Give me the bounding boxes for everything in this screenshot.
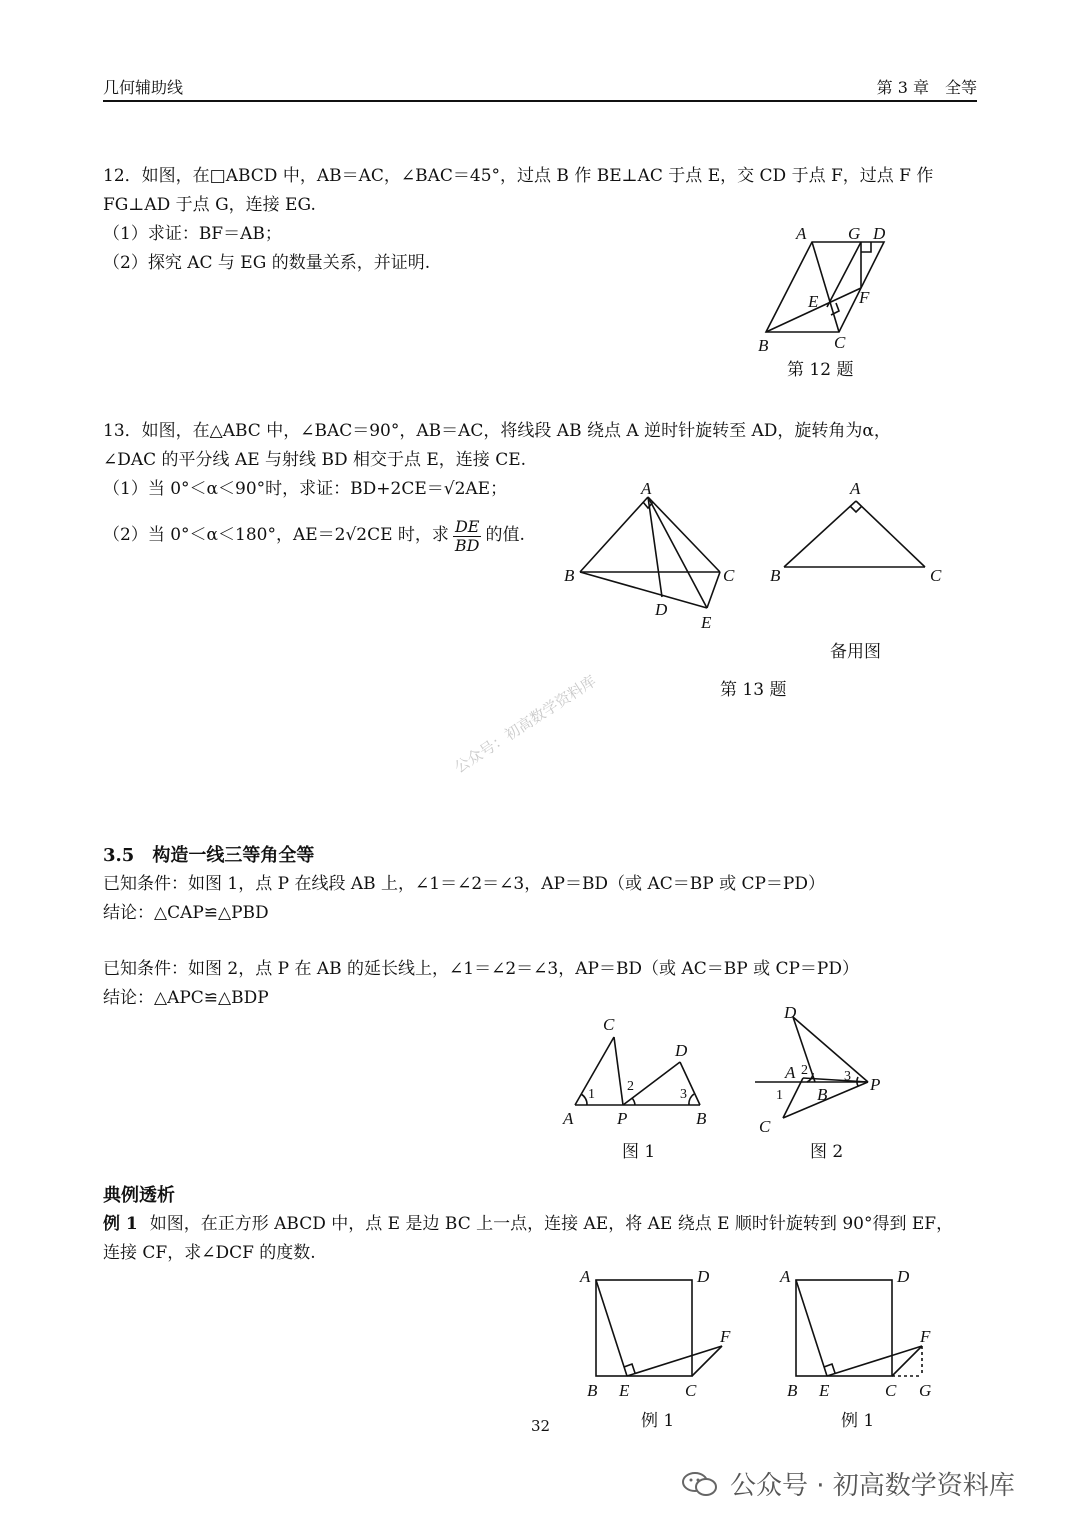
- fig1-label-c: C: [603, 1015, 615, 1034]
- q13-stem-line1: 13．如图，在△ABC 中，∠BAC＝90°，AB＝AC，将线段 AB 绕点 A 逆时针旋转至 AD，旋转角为α，: [103, 421, 891, 441]
- fig1-angle-2: 2: [627, 1079, 634, 1094]
- q13-side-ab: [580, 497, 648, 572]
- q12-stem-line2: FG⊥AD 于点 G，连接 EG.: [103, 195, 316, 215]
- example1-label: 例 1: [103, 1214, 138, 1234]
- q13-side-ac: [648, 497, 720, 572]
- ex1-right-caption: 例 1: [841, 1411, 875, 1431]
- ex1-right-label-e: E: [819, 1381, 830, 1400]
- fig2-label-b: B: [817, 1085, 828, 1104]
- example1-line1: [103, 1214, 953, 1235]
- q13-part2: [103, 518, 525, 554]
- ex1-left-label-c: C: [685, 1381, 697, 1400]
- q13-figure: [555, 475, 955, 635]
- fig1-angle-1-arc: [581, 1094, 587, 1105]
- page-number: 32: [531, 1417, 551, 1435]
- q12-label-c: C: [834, 333, 846, 352]
- q12-figure: [740, 215, 910, 360]
- q13-caption: 第 13 题: [720, 680, 787, 700]
- q13-segment-ce: [707, 572, 720, 608]
- ex1-right-label-a: A: [780, 1267, 791, 1286]
- header-rule: [103, 100, 977, 102]
- fig1-angle-2-arc: [632, 1098, 635, 1105]
- q13-label-d: D: [655, 600, 668, 619]
- ex1-square-right: [796, 1280, 892, 1376]
- q13-spare-right-angle: [850, 506, 862, 512]
- fig1-label-a: A: [563, 1109, 574, 1128]
- fig1-label-d: D: [675, 1041, 688, 1060]
- q13-spare-label-a: A: [850, 479, 861, 498]
- fig2-angle-1: 1: [776, 1088, 783, 1103]
- q13-spare-label-c: C: [930, 566, 942, 585]
- example1-text: 如图，在正方形 ABCD 中，点 E 是边 BC 上一点，连接 AE，将 AE 绕点 E 顺时针旋转到 90°得到 EF，: [149, 1214, 954, 1234]
- q12-right-angle-g: [861, 242, 871, 252]
- ex1-right-label-g: G: [919, 1381, 932, 1400]
- ex1-right-label-c: C: [885, 1381, 897, 1400]
- q12-stem-line1: 12．如图，在□ABCD 中，AB＝AC，∠BAC＝45°，过点 B 作 BE⊥AC 于点 E，交 CD 于点 F，过点 F 作: [103, 166, 934, 186]
- q13-ray-bd: [580, 572, 707, 608]
- fig2-label-a: A: [785, 1063, 796, 1082]
- fig2-angle-3: 3: [844, 1069, 851, 1084]
- q13-fraction: [453, 518, 482, 554]
- sec35-figures: [555, 1000, 895, 1135]
- q12-diagonal-ac: [812, 242, 839, 332]
- q13-label-b: B: [564, 566, 575, 585]
- q13-fraction-numerator: DE: [454, 517, 480, 536]
- sec35-conclusion-2: 结论：△APC≌△BDP: [103, 988, 269, 1008]
- ex1-square-left: [596, 1280, 692, 1376]
- sec35-conclusion-1: 结论：△CAP≌△PBD: [103, 903, 269, 923]
- q12-label-a: A: [796, 224, 807, 243]
- q13-fraction-denominator: BD: [454, 535, 480, 555]
- q12-label-d: D: [873, 224, 886, 243]
- fig2-label-p: P: [870, 1075, 881, 1094]
- q13-right-angle-a: [643, 502, 653, 508]
- q13-spare-label-b: B: [770, 566, 781, 585]
- q12-label-g: G: [848, 224, 861, 243]
- q13-label-c: C: [723, 566, 735, 585]
- q12-label-b: B: [758, 336, 769, 355]
- ex1-left-label-f: F: [720, 1327, 731, 1346]
- example1-figures: [565, 1262, 955, 1407]
- q13-spare-ab: [784, 501, 856, 567]
- q13-part1: （1）当 0°＜α＜90°时，求证：BD+2CE＝√2AE；: [103, 479, 508, 499]
- watermark-text: 公众号：初高数学资料库: [451, 671, 600, 777]
- examples-title: 典例透析: [103, 1185, 175, 1206]
- ex1-left-label-b: B: [587, 1381, 598, 1400]
- fig1-label-b: B: [696, 1109, 707, 1128]
- example1-line2: 连接 CF，求∠DCF 的度数.: [103, 1243, 316, 1263]
- ex1-right-label-b: B: [787, 1381, 798, 1400]
- fig1-angle-3-arc: [689, 1094, 694, 1105]
- running-header-right: 第 3 章 全等: [876, 78, 977, 97]
- fig1-angle-1: 1: [588, 1087, 595, 1102]
- fig1-segment-cp: [614, 1037, 623, 1105]
- section-title: 3.5 构造一线三等角全等: [103, 845, 315, 866]
- footer-brand: [680, 1465, 1015, 1502]
- fig1-angle-3: 3: [680, 1087, 687, 1102]
- q12-part1: （1）求证：BF＝AB；: [103, 224, 282, 244]
- sec35-condition-2: 已知条件：如图 2，点 P 在 AB 的延长线上，∠1＝∠2＝∠3，AP＝BD（或 AC＝BP 或 CP＝PD）: [103, 959, 860, 979]
- q13-part2-text: （2）当 0°＜α＜180°，AE＝2√2CE 时，求: [103, 525, 449, 546]
- ex1-right-label-f: F: [920, 1327, 931, 1346]
- ex1-right-label-d: D: [897, 1267, 910, 1286]
- q12-part2: （2）探究 AC 与 EG 的数量关系，并证明.: [103, 253, 431, 273]
- ex1-left-label-e: E: [619, 1381, 630, 1400]
- fig1-caption: 图 1: [622, 1142, 656, 1162]
- fig2-label-c: C: [759, 1117, 771, 1135]
- fig2-caption: 图 2: [810, 1142, 844, 1162]
- q12-label-f: F: [859, 288, 870, 307]
- sec35-condition-1: 已知条件：如图 1，点 P 在线段 AB 上，∠1＝∠2＝∠3，AP＝BD（或 AC＝BP 或 CP＝PD）: [103, 874, 826, 894]
- q13-segment-ad: [648, 497, 662, 597]
- wechat-icon: [680, 1470, 720, 1498]
- ex1-left-caption: 例 1: [641, 1411, 675, 1431]
- q13-label-a: A: [641, 479, 652, 498]
- ex1-left-label-d: D: [697, 1267, 710, 1286]
- ex1-left-label-a: A: [580, 1267, 591, 1286]
- q13-segment-ae: [648, 497, 707, 608]
- q13-spare-caption: 备用图: [830, 642, 881, 662]
- q13-stem-line2: ∠DAC 的平分线 AE 与射线 BD 相交于点 E，连接 CE.: [103, 450, 527, 470]
- fig2-angle-2: 2: [801, 1063, 808, 1078]
- q13-part2-suffix: 的值.: [485, 525, 525, 546]
- fig2-label-d: D: [784, 1003, 797, 1022]
- q12-label-e: E: [808, 292, 819, 311]
- footer-text: 公众号 · 初高数学资料库: [730, 1471, 1015, 1501]
- ex1-segment-ae-left: [596, 1280, 627, 1376]
- ex1-segment-ae-right: [796, 1280, 827, 1376]
- fig2-segment-ca: [783, 1078, 803, 1118]
- q13-spare-ac: [856, 501, 925, 567]
- running-header-left: 几何辅助线: [103, 78, 184, 97]
- q13-label-e: E: [701, 613, 712, 632]
- q12-caption: 第 12 题: [787, 360, 854, 380]
- fig1-label-p: P: [617, 1109, 628, 1128]
